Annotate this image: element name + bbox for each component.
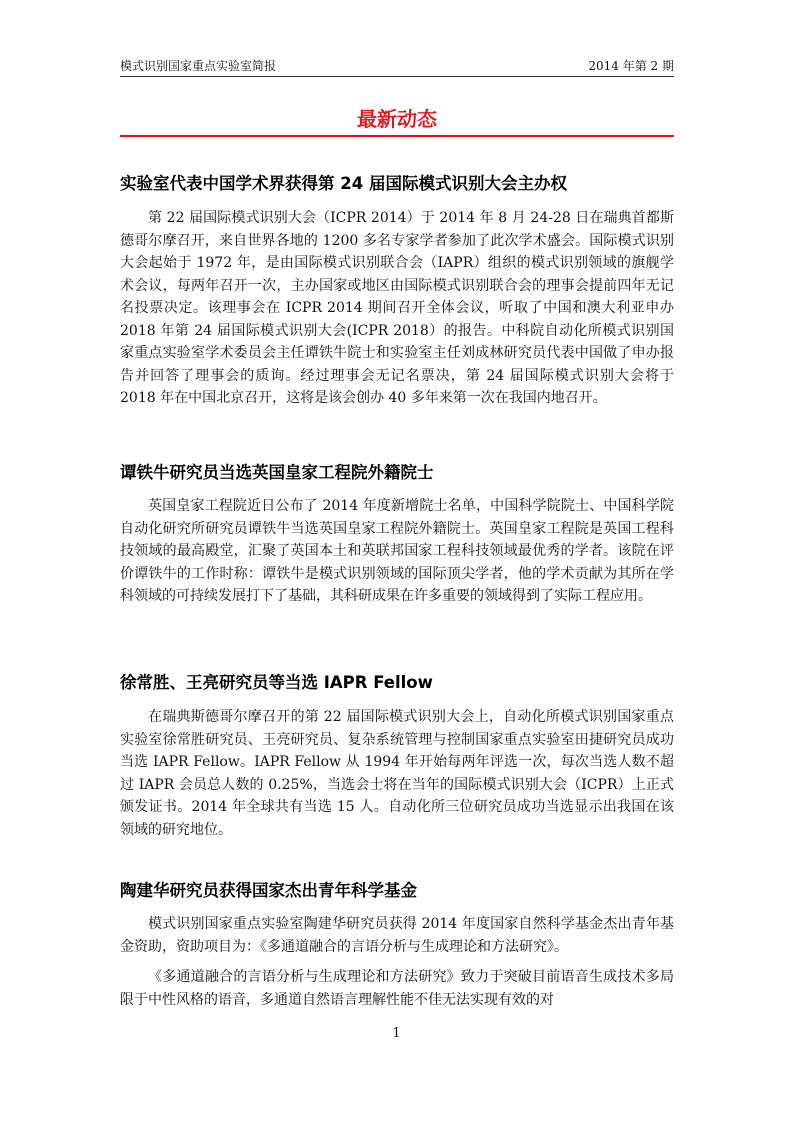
page-number: 1 [392,1026,401,1041]
header-publication-title: 模式识别国家重点实验室简报 [120,59,277,73]
article-paragraph: 英国皇家工程院近日公布了 2014 年度新增院士名单，中国科学院院士、中国科学院自动化研究所研究员谭铁牛当选英国皇家工程院外籍院士。英国皇家工程院是英国工程科技领域的最高殿堂，汇聚了英国本土和英联邦国家工程科技领域最优秀的学者。该院在评价谭铁牛的工作时称：谭铁牛是模式识别领域的国际顶尖学者，他的学术贡献为其所在学科领域的可持续发展打下了基础，其科研成果在许多重要的领域得到了实际工程应用。 [120,498,674,604]
article-paragraph: 模式识别国家重点实验室陶建华研究员获得 2014 年度国家自然科学基金杰出青年基金资助，资助项目为：《多通道融合的言语分析与生成理论和方法研究》。 [120,916,674,955]
section-title: 最新动态 [357,107,437,131]
section-divider [120,135,674,137]
article-paragraph: 第 22 届国际模式识别大会（ICPR 2014）于 2014 年 8 月 24-28 日在瑞典首都斯德哥尔摩召开，来自世界各地的 1200 多名专家学者参加了此次学术盛会。国际模式识别大会起始于 1972 年，是由国际模式识别联合会（IAPR）组织的模式识别领域的旗舰学术会议，每两年召开一次，主办国家或地区由国际模式识别联合会的理事会提前四年无记名投票决定。该理事会在 ICPR 2014 期间召开全体会议，听取了中国和澳大利亚申办 2018 年第 24 届国际模式识别大会(ICPR 2018）的报告。中科院自动化所模式识别国家重点实验室学术委员会主任谭铁牛院士和实验室主任刘成林研究员代表中国做了申办报告并回答了理事会的质询。经过理事会无记名票决，第 24 届国际模式识别大会将于 2018 年在中国北京召开，这将是该会创办 40 多年来第一次在我国内地召开。 [120,210,674,406]
article-title-iapr-fellow: 徐常胜、王亮研究员等当选 IAPR Fellow [120,673,433,692]
article-title-youth-science-fund: 陶建华研究员获得国家杰出青年科学基金 [120,881,417,900]
header-divider [120,76,674,77]
article-title-tan-tieniu-fellow: 谭铁牛研究员当选英国皇家工程院外籍院士 [120,463,434,482]
header-issue-number: 2014 年第 2 期 [588,59,674,73]
article-paragraph: 《多通道融合的言语分析与生成理论和方法研究》致力于突破目前语音生成技术多局限于中性风格的语音，多通道自然语言理解性能不佳无法实现有效的对 [120,969,674,1008]
page-header [120,54,674,76]
article-title-icpr-hosting: 实验室代表中国学术界获得第 24 届国际模式识别大会主办权 [120,174,567,193]
article-paragraph: 在瑞典斯德哥尔摩召开的第 22 届国际模式识别大会上，自动化所模式识别国家重点实验室徐常胜研究员、王亮研究员、复杂系统管理与控制国家重点实验室田捷研究员成功当选 IAPR Fellow。IAPR Fellow 从 1994 年开始每两年评选一次，每次当选人数不超过 IAPR 会员总人数的 0.25%，当选会士将在当年的国际模式识别大会（ICPR）上正式颁发证书。2014 年全球共有当选 15 人。自动化所三位研究员成功当选显示出我国在该领域的研究地位。 [120,709,674,838]
